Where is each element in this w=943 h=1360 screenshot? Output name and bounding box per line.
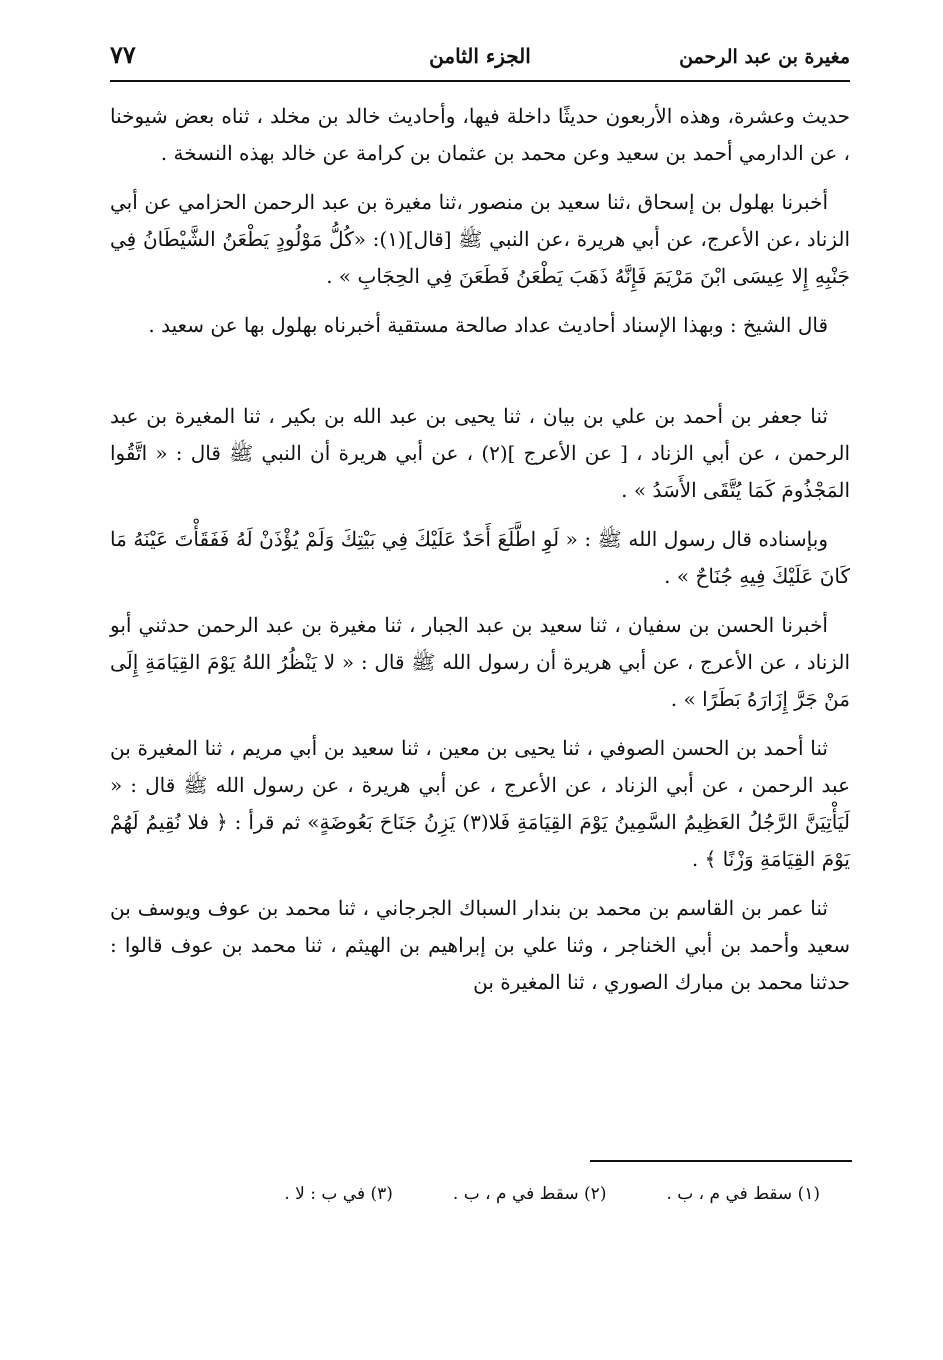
paragraph-3: قال الشيخ : وبهذا الإسناد أحاديث عداد صالحة مستقية أخبرناه بهلول بها عن سعيد .: [148, 313, 828, 337]
running-title-right: مغيرة بن عبد الرحمن: [679, 46, 850, 68]
footnote-rule: [590, 1160, 852, 1162]
paragraph-2: أخبرنا بهلول بن إسحاق ،ثنا سعيد بن منصور ،ثنا مغيرة بن عبد الرحمن الحزامي عن أبي الزناد ،عن الأعرج، عن أبي هريرة ،عن النبي ﷺ [قال](١): «كُلُّ مَوْلُودٍ يَطْعَنُ الشَّيْطَانُ فِي جَنْبِهِ إِلا عِيسَى ابْنَ مَرْيَمَ فَإِنَّهُ ذَهَبَ يَطْعَنُ فَطَعَنَ فِي الحِجَابِ » .: [110, 190, 851, 288]
paragraph-8: ثنا عمر بن القاسم بن محمد بن بندار السباك الجرجاني ، ثنا محمد بن عوف ويوسف بن سعيد وأحمد بن أبي الخناجر ، وثنا علي بن إبراهيم بن الهيثم ، ثنا محمد بن عوف قالوا : حدثنا محمد بن مبارك الصوري ، ثنا المغيرة بن: [110, 896, 850, 994]
paragraph-1: حديث وعشرة، وهذه الأربعون حديثًا داخلة فيها، وأحاديث خالد بن مخلد ، ثناه بعض شيوخنا ، عن الدارمي أحمد بن سعيد وعن محمد بن عثمان بن كرامة عن خالد بهذه النسخة .: [110, 104, 850, 165]
paragraph-7: ثنا أحمد بن الحسن الصوفي ، ثنا يحيى بن معين ، ثنا سعيد بن أبي مريم ، ثنا المغيرة بن عبد الرحمن ، عن أبي الزناد ، عن الأعرج ، عن أبي هريرة ، عن رسول الله ﷺ قال : « لَيَأْتِيَنَّ الرَّجُلُ العَظِيمُ السَّمِينُ يَوْمَ القِيَامَةِ فَلا(٣) يَزِنُ جَنَاحَ بَعُوضَةٍ» ثم قرأ : ﴿ فلا نُقِيمُ لَهُمْ يَوْمَ القِيَامَةِ وَزْنًا ﴾ .: [110, 736, 850, 871]
main-text: [110, 98, 850, 1013]
footnotes: [200, 1184, 820, 1204]
running-title-center: الجزء الثامن: [429, 44, 531, 68]
paragraph-5: وبإسناده قال رسول الله ﷺ : « لَوِ اطَّلَعَ أَحَدٌ عَلَيْكَ فِي بَيْتِكَ وَلَمْ يُؤْذَنْ لَهُ فَفَقَأْتَ عَيْنَهُ مَا كَانَ عَلَيْكَ فِيهِ جُنَاحٌ » .: [110, 527, 850, 588]
footnote-3: (٣) في ب : لا .: [284, 1184, 393, 1204]
paragraph-6: أخبرنا الحسن بن سفيان ، ثنا سعيد بن عبد الجبار ، ثنا مغيرة بن عبد الرحمن حدثني أبو الزناد ، عن الأعرج ، عن أبي هريرة أن رسول الله ﷺ قال : « لا يَنْظُرُ اللهُ يَوْمَ القِيَامَةِ إِلَى مَنْ جَرَّ إِزَارَهُ بَطَرًا » .: [110, 613, 850, 711]
paragraph-4: ثنا جعفر بن أحمد بن علي بن بيان ، ثنا يحيى بن عبد الله بن بكير ، ثنا المغيرة بن عبد الرحمن ، عن أبي الزناد ، [ عن الأعرج ](٢) ، عن أبي هريرة أن النبي ﷺ قال : « اتَّقُوا المَجْذُومَ كَمَا يُتَّقَى الأَسَدُ » .: [110, 404, 851, 502]
page-header: [110, 38, 850, 78]
header-rule: [110, 80, 850, 82]
footnote-1: (١) سقط في م ، ب .: [666, 1184, 820, 1204]
page-number: ٧٧: [110, 40, 136, 69]
footnote-2: (٢) سقط في م ، ب .: [452, 1184, 607, 1204]
